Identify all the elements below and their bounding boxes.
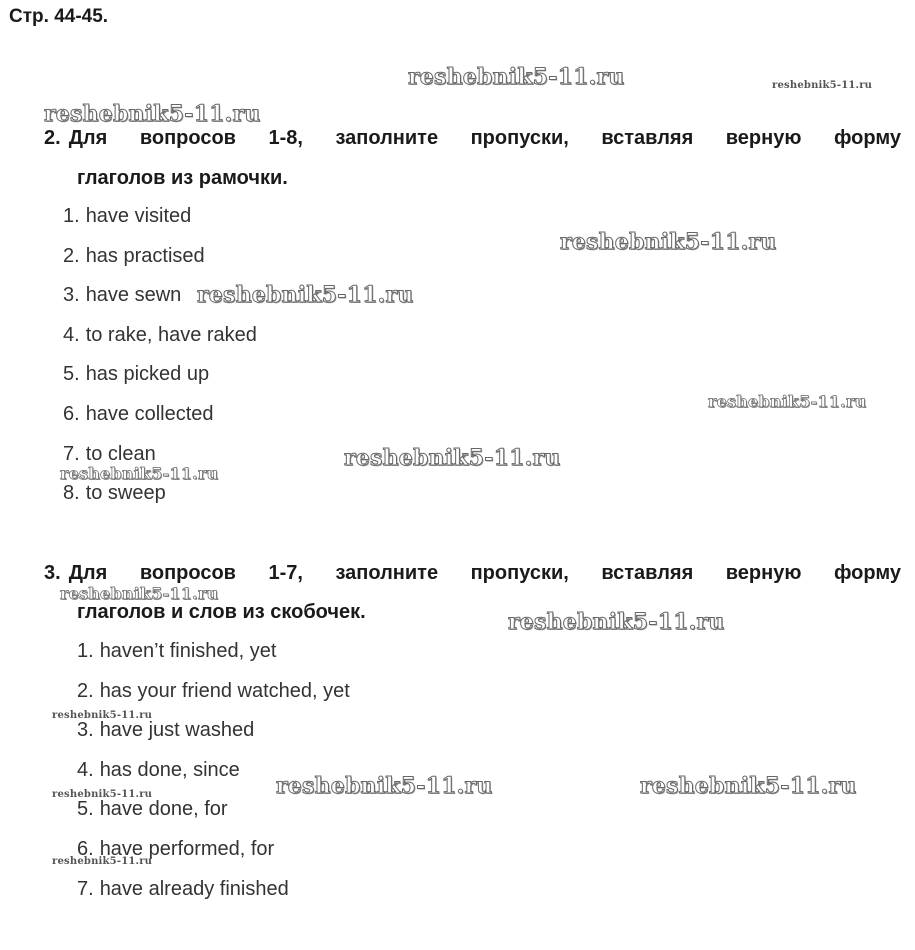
answer-number: 3. — [63, 284, 80, 307]
answer-number: 6. — [63, 402, 80, 425]
answer-number: 4. — [77, 758, 94, 781]
answer-text: to sweep — [85, 482, 166, 505]
list-item — [77, 632, 350, 672]
list-item — [63, 395, 257, 435]
watermark: reshebnik5-11.ru — [344, 445, 561, 471]
task2-heading-line1: Для вопросов 1-8, заполните пропуски, вставляя верную форму — [68, 127, 901, 149]
task3-heading-line2: глаголов и слов из скобочек. — [77, 601, 366, 623]
watermark: reshebnik5-11.ru — [276, 773, 493, 799]
answer-text: have sewn — [85, 284, 182, 307]
answer-text: have performed, for — [99, 837, 275, 860]
watermark: reshebnik5-11.ru — [52, 789, 153, 800]
watermark: reshebnik5-11.ru — [508, 609, 725, 635]
answer-number: 6. — [77, 837, 94, 860]
list-item — [63, 197, 257, 237]
answer-number: 5. — [77, 798, 94, 821]
watermark: reshebnik5-11.ru — [52, 856, 153, 867]
watermark: reshebnik5-11.ru — [772, 80, 873, 91]
watermark: reshebnik5-11.ru — [52, 710, 153, 721]
answer-text: have just washed — [99, 719, 255, 742]
list-item — [63, 355, 257, 395]
answer-number: 8. — [63, 482, 80, 505]
page-ref: Стр. 44-45. — [9, 6, 109, 27]
answer-number: 7. — [77, 877, 94, 900]
answer-number: 1. — [63, 205, 80, 227]
answer-number: 2. — [63, 244, 80, 267]
answer-text: to clean — [85, 442, 156, 465]
answer-number: 4. — [63, 323, 80, 346]
answer-text: have visited — [85, 205, 192, 227]
task3-answer-list — [77, 632, 350, 909]
answer-number: 2. — [77, 679, 94, 702]
watermark: reshebnik5-11.ru — [60, 464, 219, 483]
answer-number: 5. — [63, 363, 80, 386]
task3-number: 3. — [44, 562, 61, 584]
answer-text: to rake, have raked — [85, 323, 257, 346]
watermark: reshebnik5-11.ru — [560, 229, 777, 255]
watermark: reshebnik5-11.ru — [408, 64, 625, 90]
answer-number: 3. — [77, 719, 94, 742]
list-item — [63, 316, 257, 356]
answer-text: has practised — [85, 244, 205, 267]
list-item — [63, 237, 257, 277]
task2-number: 2. — [44, 127, 61, 149]
watermark: reshebnik5-11.ru — [60, 584, 219, 603]
answer-number: 7. — [63, 442, 80, 465]
watermark: reshebnik5-11.ru — [640, 773, 857, 799]
watermark: reshebnik5-11.ru — [44, 101, 261, 127]
answer-text: have already finished — [99, 877, 289, 900]
answer-text: has your friend watched, yet — [99, 679, 350, 702]
answer-text: has picked up — [85, 363, 210, 386]
answer-text: have collected — [85, 402, 214, 425]
list-item — [77, 870, 350, 910]
watermark: reshebnik5-11.ru — [708, 392, 867, 411]
answer-text: has done, since — [99, 758, 240, 781]
list-item — [77, 672, 350, 712]
answer-text: haven’t finished, yet — [99, 640, 277, 662]
task3-heading-line1: Для вопросов 1-7, заполните пропуски, вставляя верную форму — [68, 562, 901, 584]
watermark: reshebnik5-11.ru — [197, 282, 414, 308]
answer-number: 1. — [77, 640, 94, 662]
answer-text: have done, for — [99, 798, 228, 821]
task2-heading-line2: глаголов из рамочки. — [77, 167, 288, 189]
